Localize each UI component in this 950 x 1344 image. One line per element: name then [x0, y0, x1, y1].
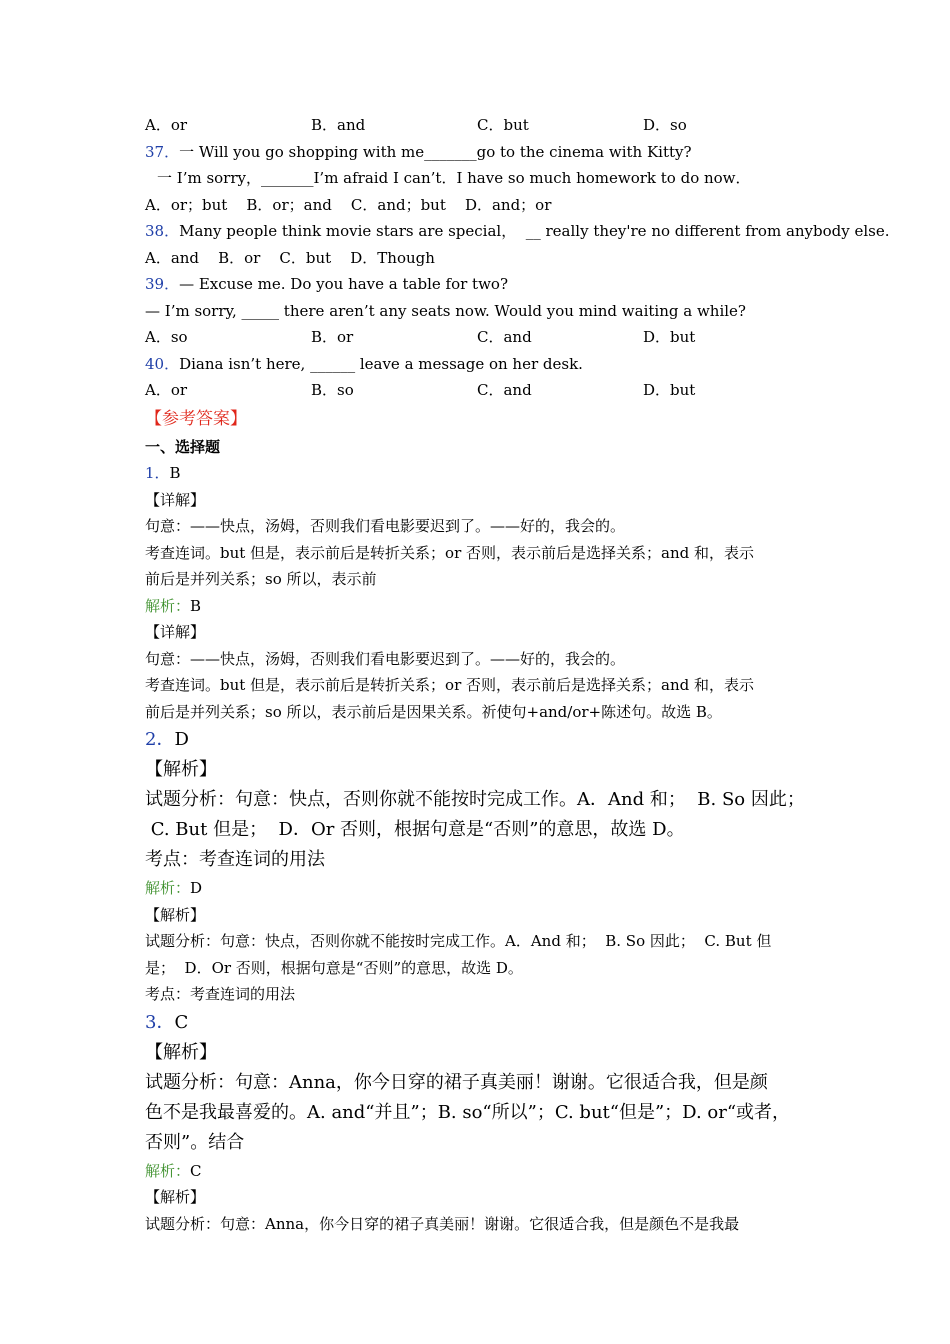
answer-3-tag-2: 【解析】 [145, 1188, 206, 1206]
answer-1-number: 1． [145, 464, 170, 482]
answer-2-p6: 考点：考查连词的用法 [145, 985, 296, 1003]
q38-number: 38． [145, 222, 180, 240]
answer-2-tag-2: 【解析】 [145, 905, 206, 924]
answer-2-analysis [145, 875, 825, 902]
q36-option-a: A．or [145, 116, 188, 134]
answer-3-analysis-label: 解析： [145, 1161, 191, 1180]
answer-1-value: B [169, 464, 181, 482]
answer-2-heading [145, 725, 825, 755]
answer-1-p5: 考查连词。but 但是，表示前后是转折关系；or 否则，表示前后是选择关系；and 和，表示 [145, 676, 755, 694]
answer-3-heading [145, 1008, 825, 1038]
answer-2-value: D [174, 729, 189, 750]
answer-1-heading [145, 460, 825, 487]
answer-1-p6: 前后是并列关系；so 所以，表示前后是因果关系。祈使句+and/or+陈述句。故选 B。 [145, 702, 722, 721]
q36-options [145, 112, 825, 139]
answer-2-number: 2． [145, 729, 175, 750]
answer-1-detail-tag: 【详解】 [145, 490, 206, 509]
q40-text1: Diana isn’t here, ______ leave a message on her desk. [179, 354, 583, 373]
answer-3-p4: 试题分析：句意：Anna，你今日穿的裙子真美丽！谢谢。它很适合我，但是颜色不是我最 [145, 1214, 740, 1233]
q37-line1 [145, 139, 825, 166]
section-title: 一、选择题 [145, 437, 221, 456]
answer-2-p5: 是； D．Or 否则，根据句意是“否则”的意思，故选 D。 [145, 958, 523, 977]
q40-line1 [145, 351, 825, 378]
q39-options [145, 324, 825, 351]
answer-1-p3: 前后是并列关系；so 所以，表示前 [145, 570, 377, 588]
answer-1-p1: 句意：——快点，汤姆，否则我们看电影要迟到了。——好的，我会的。 [145, 517, 626, 535]
answer-1-detail-tag-2: 【详解】 [145, 623, 206, 641]
q37-text1: 一 Will you go shopping with me_______go to the cinema with Kitty? [179, 142, 692, 161]
answers-header: 【参考答案】 [145, 408, 247, 429]
answer-2-p2: C. But 但是； D．Or 否则，根据句意是“否则”的意思，故选 D。 [145, 819, 685, 840]
document-page [145, 112, 890, 1237]
answer-3-analysis [145, 1158, 825, 1185]
q39-line1 [145, 271, 825, 298]
q39-text1: — Excuse me. Do you have a table for two? [179, 275, 508, 293]
q36-option-b: B．and [311, 116, 366, 134]
answer-3-number: 3． [145, 1011, 175, 1033]
answer-2-tag: 【解析】 [145, 759, 217, 780]
answer-3-value: C [174, 1011, 189, 1033]
answer-1-p4: 句意：——快点，汤姆，否则我们看电影要迟到了。——好的，我会的。 [145, 649, 626, 668]
answer-3-tag: 【解析】 [145, 1041, 217, 1063]
answer-3-p1: 试题分析：句意：Anna，你今日穿的裙子真美丽！谢谢。它很适合我，但是颜 [145, 1071, 768, 1093]
answer-2-p1: 试题分析：句意：快点，否则你就不能按时完成工作。A．And 和； B. So 因此； [145, 789, 805, 810]
q39-option-d: D．but [643, 328, 696, 346]
q40-option-c: C．and [477, 381, 532, 399]
q39-line2: — I’m sorry, _____ there aren’t any seats now. Would you mind waiting a while? [145, 301, 746, 320]
q36-option-d: D．so [643, 116, 687, 134]
q39-option-b: B．or [311, 328, 354, 346]
q40-options [145, 377, 825, 404]
q38-text1: Many people think movie stars are special， __ really they're no different from anybody else. [179, 222, 890, 240]
q37-line2: 一 I’m sorry，_______I’m afraid I can’t．I have so much homework to do now． [157, 169, 751, 187]
q38-line1 [145, 218, 890, 245]
answer-3-analysis-value: C [190, 1161, 202, 1180]
answer-1-analysis [145, 593, 825, 620]
q37-options: A．or；but B．or；and C．and；but D．and；or [145, 195, 552, 214]
q40-option-d: D．but [643, 381, 696, 399]
q36-option-c: C．but [477, 116, 529, 134]
q40-number: 40． [145, 354, 180, 373]
answer-1-analysis-value: B [190, 596, 202, 615]
q40-option-a: A．or [145, 381, 188, 399]
answer-1-p2: 考查连词。but 但是，表示前后是转折关系；or 否则，表示前后是选择关系；and 和，表示 [145, 543, 755, 562]
answer-2-p4: 试题分析：句意：快点，否则你就不能按时完成工作。A．And 和； B. So 因此； C. But 但 [145, 932, 772, 950]
answer-3-p3: 否则”。结合 [145, 1131, 245, 1153]
answer-2-p3: 考点：考查连词的用法 [145, 849, 325, 870]
answer-1-analysis-label: 解析： [145, 596, 191, 615]
q39-option-a: A．so [145, 328, 188, 346]
q38-options: A．and B．or C．but D．Though [145, 248, 435, 267]
answer-2-analysis-value: D [190, 879, 203, 897]
q37-number: 37． [145, 142, 180, 161]
answer-3-p2: 色不是我最喜爱的。A. and“并且”；B. so“所以”；C. but“但是”；D. or“或者， [145, 1101, 791, 1123]
answer-2-analysis-label: 解析： [145, 879, 191, 897]
q40-option-b: B．so [311, 381, 354, 399]
q39-number: 39． [145, 275, 180, 293]
q39-option-c: C．and [477, 328, 532, 346]
